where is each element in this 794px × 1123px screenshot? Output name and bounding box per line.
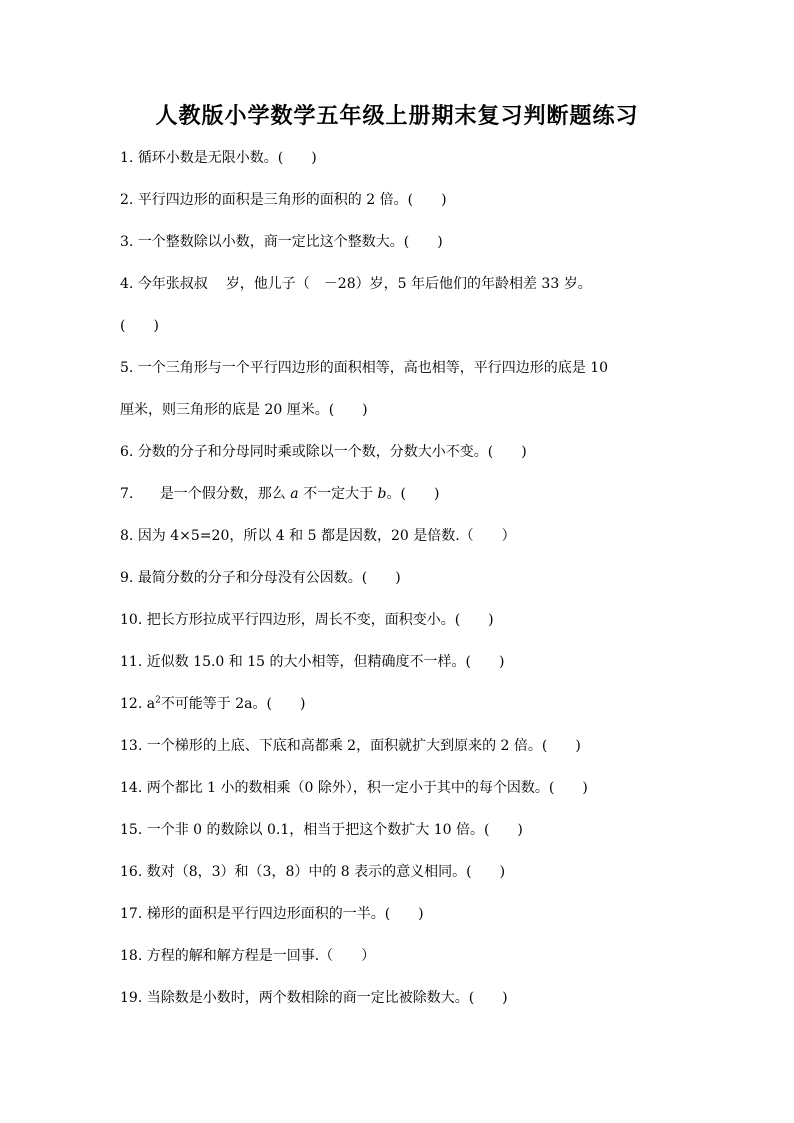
question-7 — [120, 480, 700, 522]
question-number: 19. — [120, 990, 143, 1006]
question-text-part: a — [146, 696, 156, 712]
question-text: 厘米，则三角形的底是 20 厘米。( ) — [120, 402, 368, 418]
question-11 — [120, 648, 700, 690]
question-1 — [120, 144, 700, 186]
question-text: 近似数 15.0 和 15 的大小相等，但精确度不一样。( ) — [146, 654, 505, 670]
question-text-part: 不可能等于 2a。( ) — [160, 696, 306, 712]
question-12 — [120, 690, 700, 732]
question-text: 分数的分子和分母同时乘或除以一个数，分数大小不变。( ) — [137, 444, 527, 460]
question-text-part: 。( ) — [386, 486, 440, 502]
question-number: 18. — [120, 948, 143, 964]
question-text-part: 不一定大于 — [303, 486, 374, 502]
question-19 — [120, 984, 700, 1026]
question-4-answer-parens — [120, 312, 700, 354]
question-8 — [120, 522, 700, 564]
question-10 — [120, 606, 700, 648]
question-text: 梯形的面积是平行四边形面积的一半。( ) — [146, 906, 424, 922]
question-text-part: 今年张叔叔 — [137, 276, 208, 292]
question-5-continuation — [120, 396, 700, 438]
question-text: 因为 4×5=20，所以 4 和 5 都是因数，20 是倍数.（ ） — [137, 528, 516, 544]
question-text: 把长方形拉成平行四边形，周长不变，面积变小。( ) — [146, 612, 494, 628]
question-number: 11. — [120, 654, 143, 670]
question-text: 一个梯形的上底、下底和高都乘 2，面积就扩大到原来的 2 倍。( ) — [146, 738, 581, 754]
question-number: 5. — [120, 360, 134, 376]
question-2 — [120, 186, 700, 228]
question-text: 循环小数是无限小数。( ) — [137, 150, 317, 166]
question-list — [120, 144, 700, 1026]
question-number: 3. — [120, 234, 134, 250]
question-5 — [120, 354, 700, 396]
question-number: 16. — [120, 864, 143, 880]
question-number: 15. — [120, 822, 143, 838]
question-13 — [120, 732, 700, 774]
question-text: 一个整数除以小数，商一定比这个整数大。( ) — [137, 234, 443, 250]
question-number: 4. — [120, 276, 134, 292]
question-text: 方程的解和解方程是一回事.（ ） — [146, 948, 376, 964]
exponent: 2 — [155, 695, 161, 706]
question-number: 17. — [120, 906, 143, 922]
question-number: 1. — [120, 150, 134, 166]
variable-a: a — [290, 486, 299, 502]
question-text: 一个三角形与一个平行四边形的面积相等，高也相等，平行四边形的底是 10 — [137, 360, 609, 376]
question-16 — [120, 858, 700, 900]
variable-b: b — [377, 486, 387, 502]
question-text-part: －28）岁，5 年后他们的年龄相差 33 岁。 — [323, 276, 592, 292]
question-number: 14. — [120, 780, 143, 796]
question-9 — [120, 564, 700, 606]
question-text: 两个都比 1 小的数相乘（0 除外），积一定小于其中的每个因数。( ) — [146, 780, 588, 796]
question-number: 12. — [120, 696, 143, 712]
question-4 — [120, 270, 700, 312]
question-text: 当除数是小数时，两个数相除的商一定比被除数大。( ) — [146, 990, 508, 1006]
question-number: 8. — [120, 528, 134, 544]
question-text-part: 是一个假分数，那么 — [159, 486, 286, 502]
question-text: 最简分数的分子和分母没有公因数。( ) — [137, 570, 401, 586]
question-number: 6. — [120, 444, 134, 460]
question-text-part: 岁，他儿子（ — [225, 276, 310, 292]
question-text: 数对（8，3）和（3，8）中的 8 表示的意义相同。( ) — [146, 864, 506, 880]
question-3 — [120, 228, 700, 270]
question-14 — [120, 774, 700, 816]
question-15 — [120, 816, 700, 858]
question-17 — [120, 900, 700, 942]
question-text: 一个非 0 的数除以 0.1，相当于把这个数扩大 10 倍。( ) — [146, 822, 523, 838]
page-title: 人教版小学数学五年级上册期末复习判断题练习 — [155, 103, 639, 129]
question-18 — [120, 942, 700, 984]
question-number: 7. — [120, 486, 134, 502]
answer-parens: ( ) — [120, 318, 159, 334]
question-number: 9. — [120, 570, 134, 586]
question-number: 2. — [120, 192, 134, 208]
question-number: 13. — [120, 738, 143, 754]
question-number: 10. — [120, 612, 143, 628]
question-6 — [120, 438, 700, 480]
question-text: 平行四边形的面积是三角形的面积的 2 倍。( ) — [137, 192, 447, 208]
